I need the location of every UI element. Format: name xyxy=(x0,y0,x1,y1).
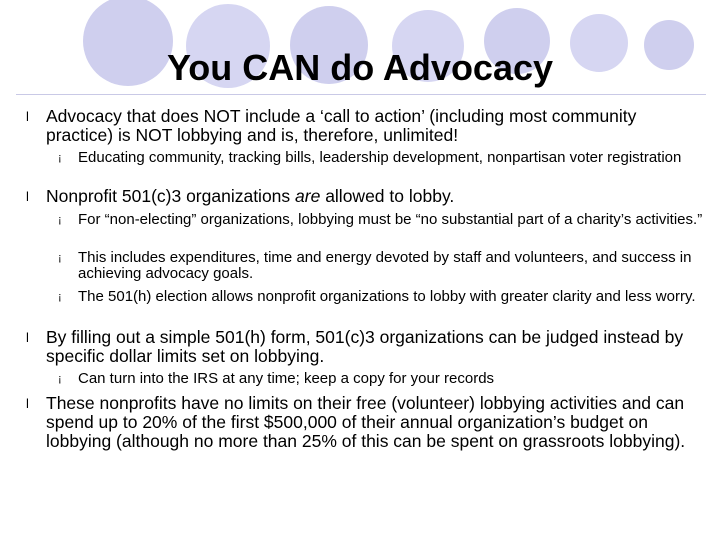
slide-title: You CAN do Advocacy xyxy=(166,47,554,88)
sub-bullet-icon: ¡ xyxy=(58,152,62,164)
bullet-icon: l xyxy=(26,189,29,204)
bullet-2-sub-3: The 501(h) election allows nonprofit organizations to lobby with greater clarity and less worry. xyxy=(78,288,696,305)
bullet-2-text xyxy=(46,187,706,206)
bullet-3-text: By filling out a simple 501(h) form, 501(c)3 organizations can be judged instead by specific dollar limits set on lobbying. xyxy=(46,327,684,366)
bullet-2-text-before: Nonprofit 501(c)3 organizations xyxy=(46,186,296,206)
bullet-1-text: Advocacy that does NOT include a ‘call to action’ (including most community practice) is NOT lobbying and is, therefore, unlimited! xyxy=(46,106,637,145)
sub-bullet-icon: ¡ xyxy=(58,373,62,385)
bullet-icon: l xyxy=(26,330,29,345)
bullet-4-text: These nonprofits have no limits on their free (volunteer) lobbying activities and can spend up to 20% of the first $500,000 of their annual organization’s budget on lobbying (although no more than 25% of this can be spent on grassroots lobbying). xyxy=(46,393,686,451)
bullet-1-sub-1: Educating community, tracking bills, leadership development, nonpartisan voter registration xyxy=(78,149,682,166)
bullet-2-text-emphasis: are xyxy=(295,186,321,206)
bullet-2-text-after: allowed to lobby. xyxy=(320,186,455,206)
sub-bullet-icon: ¡ xyxy=(58,214,62,226)
bullet-3-sub-1: Can turn into the IRS at any time; keep a copy for your records xyxy=(78,370,495,387)
bullet-2-sub-1: For “non-electing” organizations, lobbying must be “no substantial part of a charity’s activities.” xyxy=(78,211,703,228)
sub-bullet-icon: ¡ xyxy=(58,291,62,303)
bullet-2-sub-2: This includes expenditures, time and energy devoted by staff and volunteers, and success in achieving advocacy goals. xyxy=(78,249,692,282)
bullet-icon: l xyxy=(26,396,29,411)
bullet-icon: l xyxy=(26,109,29,124)
sub-bullet-icon: ¡ xyxy=(58,252,62,264)
